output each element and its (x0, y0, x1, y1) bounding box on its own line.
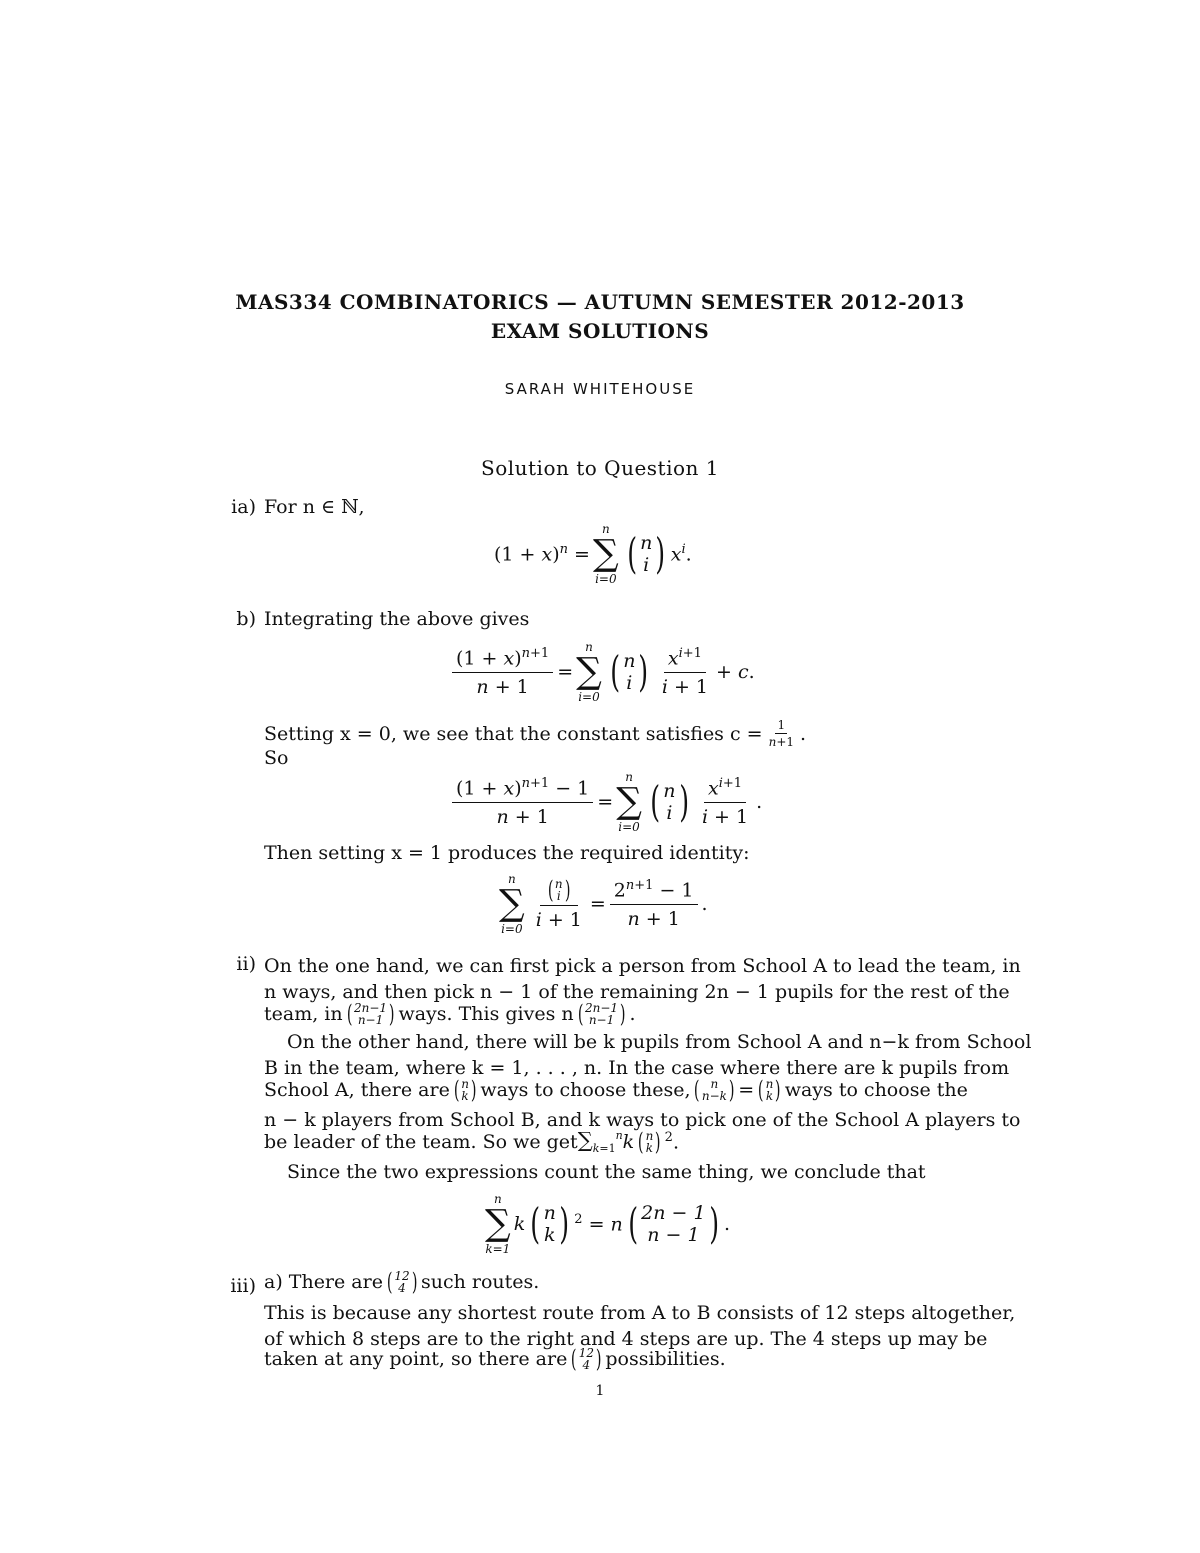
label-iii: iii) (230, 1275, 256, 1297)
iii-line4: taken at any point, so there are ( 12 4 ) possibilities. (264, 1345, 726, 1373)
iii-line4a: taken at any point, so there are (264, 1348, 568, 1370)
equation-conclusion: n ∑ k=1 k ( n k ) $^2$ = n ( 2n − 1 n − 1 ) . (485, 1192, 731, 1256)
equation-constant-removed: $\frac{(1 + x)^{n+1} - 1}{n + 1}$ = n ∑ i=0 ( n i ) $\frac{x^{i+1}}{i + 1}$ . (448, 770, 762, 834)
label-ia: ia) (231, 496, 256, 518)
equation-integrated: $\frac{(1 + x)^{n+1}}{n + 1}$ = n ∑ i=0 ( n i ) $\frac{x^{i+1}}{i + 1}$ + c. (448, 640, 755, 704)
ii-line4: On the other hand, there will be k pupils from School A and n−k from School (287, 1031, 1032, 1053)
label-ii: ii) (236, 953, 256, 975)
iii-line2: This is because any shortest route from A to B consists of 12 steps altogether, (264, 1302, 1016, 1324)
ii-line3b: ways. This gives n (398, 1003, 574, 1025)
iii-line1: a) There are ( 12 4 ) such routes. (264, 1268, 540, 1296)
then-text: Then setting x = 1 produces the required identity: (264, 842, 750, 864)
ii-line8: be leader of the team. So we get $\sum_{k=1}^n$ k ( n k ) $^2$. (264, 1127, 679, 1156)
section-title: Solution to Question 1 (481, 456, 719, 480)
ii-line6b: ways to choose these, (480, 1079, 691, 1101)
ii-line6c: ways to choose the (784, 1079, 968, 1101)
ia-text: For n ∈ ℕ, (264, 496, 365, 518)
paper-title-line1: MAS334 COMBINATORICS — AUTUMN SEMESTER 2012-2013 (235, 290, 965, 314)
b-text: Integrating the above gives (264, 608, 530, 630)
label-b: b) (236, 608, 256, 630)
iii-line1b: such routes. (421, 1271, 540, 1293)
page-number: 1 (595, 1383, 605, 1399)
setting-x0-line: Setting x = 0, we see that the constant satisfies c = $\frac{1}{n+1}$ . (264, 718, 807, 749)
paper-title-line2: EXAM SOLUTIONS (490, 319, 710, 343)
ii-line6a: School A, there are (264, 1079, 450, 1101)
ii-line6: School A, there are ( n k ) ways to choose these, ( n n−k ) = ( n k ) ways to choose the (264, 1076, 968, 1104)
iii-line4b: possibilities. (605, 1348, 726, 1370)
setting-text: Setting x = 0, we see that the constant satisfies c = (264, 722, 763, 745)
ii-line3: team, in ( 2n−1 n−1 ) ways. This gives n ( 2n−1 n−1 ) . (264, 1000, 636, 1028)
equation-required-identity: n ∑ i=0 ( n i ) i + 1 = $\frac{2^{n+1} - 1}{n + 1}$ . (499, 872, 708, 936)
ii-line8a: be leader of the team. So we get (264, 1130, 578, 1153)
so-text: So (264, 747, 289, 769)
ii-line2: n ways, and then pick n − 1 of the remaining 2n − 1 pupils for the rest of the (264, 981, 1010, 1003)
iii-line3: of which 8 steps are to the right and 4 steps are up. The 4 steps up may be (264, 1328, 988, 1350)
iii-line1a: a) There are (264, 1271, 383, 1293)
ii-line7: n − k players from School B, and k ways to pick one of the School A players to (264, 1109, 1021, 1131)
ii-line3a: team, in (264, 1003, 343, 1025)
ii-line9: Since the two expressions count the same thing, we conclude that (287, 1161, 926, 1183)
ii-line1: On the one hand, we can first pick a person from School A to lead the team, in (264, 955, 1021, 977)
ii-line5: B in the team, where k = 1, . . . , n. In the case where there are k pupils from (264, 1057, 1010, 1079)
author: SARAH WHITEHOUSE (504, 380, 696, 398)
equation-binomial-expansion: $(1 + x)^n$ = n ∑ i=0 ( n i ) $x^i$. (494, 522, 692, 586)
